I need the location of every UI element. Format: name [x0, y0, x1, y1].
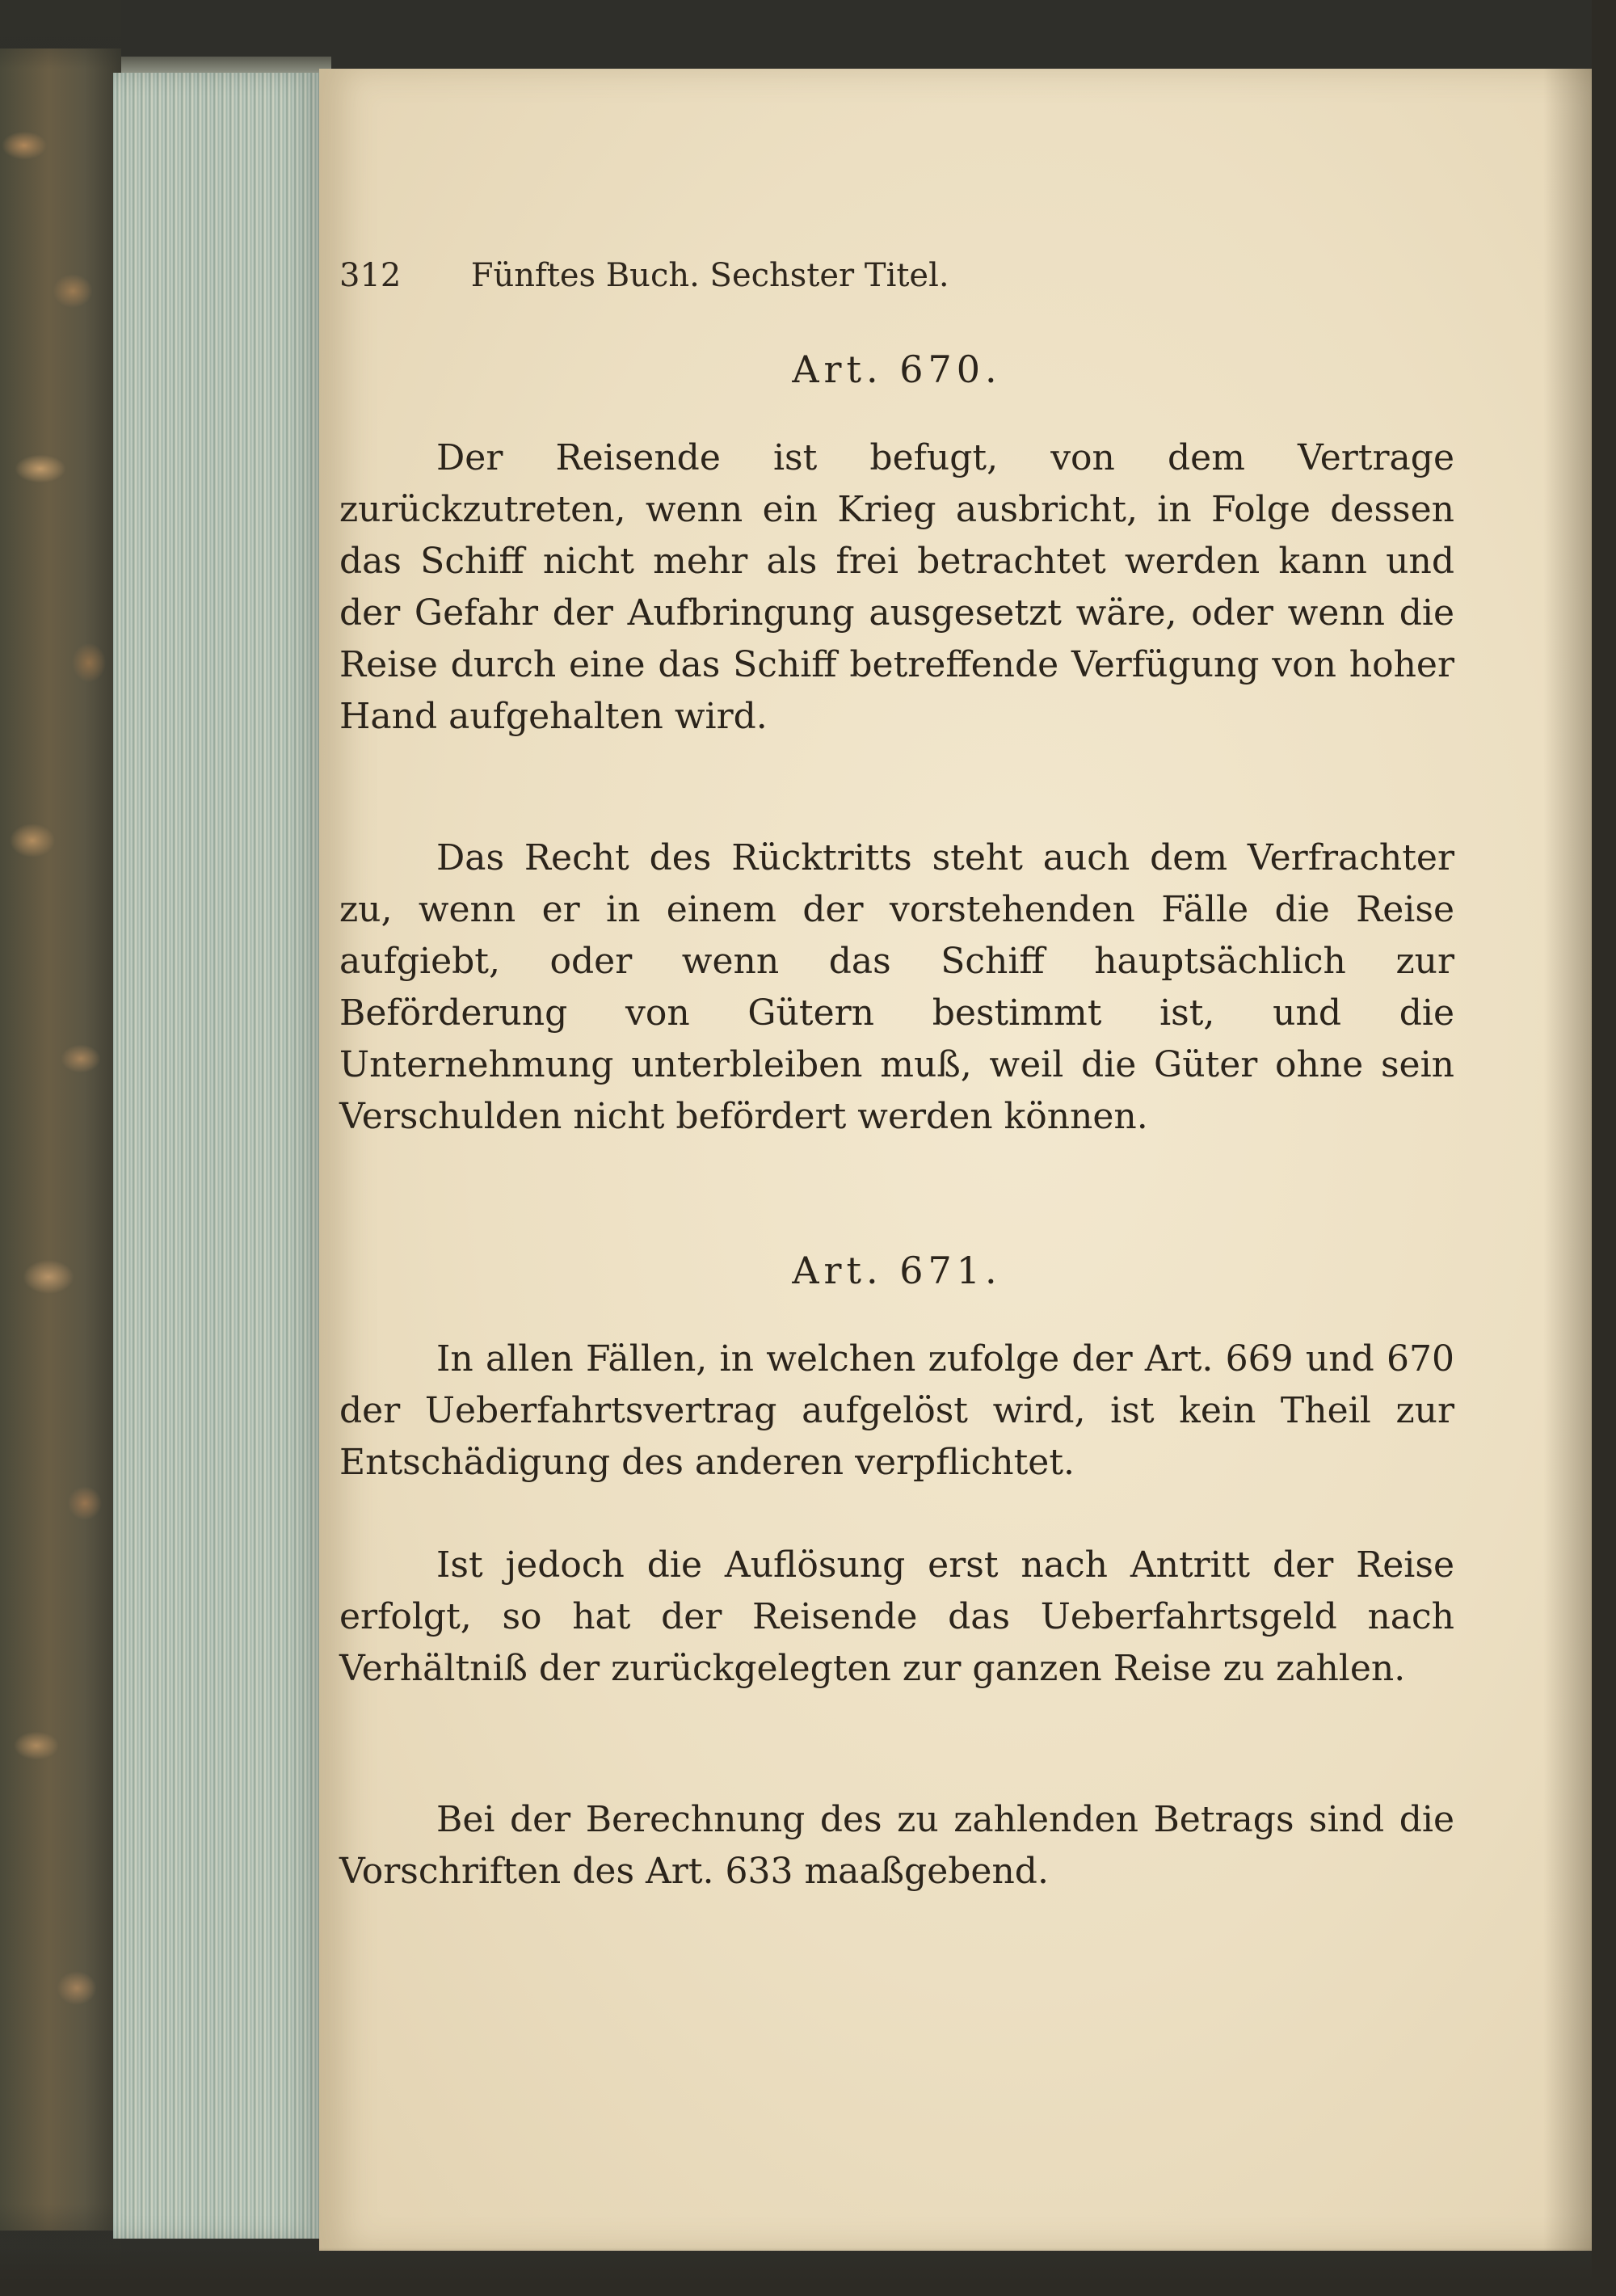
book-page — [319, 69, 1592, 2251]
page-stack-edges — [113, 73, 323, 2239]
paragraph-text: In allen Fällen, in welchen zufolge der Art. 669 und 670 der Ueberfahrtsvertrag aufgelöst wird, ist kein Theil zur Entschädigung des anderen verpflichtet. — [339, 1338, 1454, 1483]
paragraph-671-1 — [339, 1333, 1454, 1489]
page-gutter-shadow — [1543, 69, 1592, 2251]
paragraph-text: Das Recht des Rücktritts steht auch dem Verfrachter zu, wenn er in einem der vorstehenden Fälle die Reise aufgiebt, oder wenn das Schiff hauptsächlich zur Beförderung von Gütern bestimmt ist, und die Unternehmung unterbleiben muß, weil die Güter ohne sein Verschulden nicht befördert werden können. — [339, 837, 1454, 1137]
scan-background-right — [1592, 0, 1616, 2296]
paragraph-text: Der Reisende ist befugt, von dem Vertrage zurückzutreten, wenn ein Krieg ausbricht, in Folge dessen das Schiff nicht mehr als frei betrachtet werden kann und der Gefahr der Aufbringung ausgesetzt wäre, oder wenn die Reise durch eine das Schiff betreffende Verfügung von hoher Hand aufgehalten wird. — [339, 437, 1454, 737]
paragraph-670-2 — [339, 832, 1454, 1143]
paragraph-671-2 — [339, 1540, 1454, 1695]
running-head — [339, 257, 1309, 294]
page-number: 312 — [339, 257, 402, 294]
paragraph-text: Ist jedoch die Auflösung erst nach Antritt der Reise erfolgt, so hat der Reisende das Ueberfahrtsgeld nach Verhältniß der zurückgelegten zur ganzen Reise zu zahlen. — [339, 1544, 1454, 1689]
article-heading-670: Art. 670. — [792, 348, 1002, 391]
cover-edge-shadow — [0, 0, 121, 2296]
scan-background-bottom — [0, 2248, 1616, 2296]
paragraph-671-3 — [339, 1794, 1454, 1898]
article-heading-671: Art. 671. — [792, 1249, 1002, 1292]
paragraph-text: Bei der Berechnung des zu zahlenden Betrags sind die Vorschriften des Art. 633 maaßgebend. — [339, 1799, 1454, 1892]
running-title: Fünftes Buch. Sechster Titel. — [470, 257, 949, 294]
paragraph-670-1 — [339, 432, 1454, 743]
